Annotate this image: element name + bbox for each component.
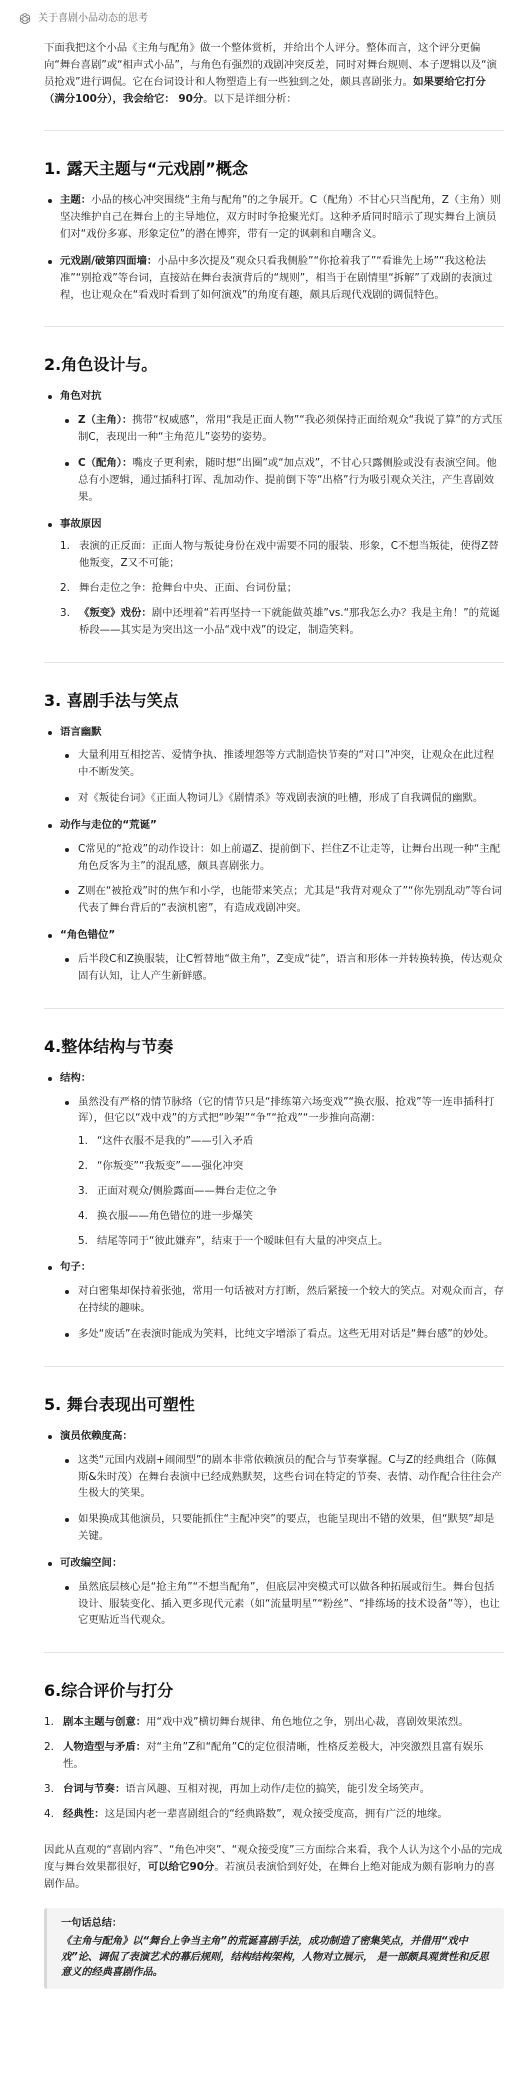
section-title: 4.整体结构与节奏 bbox=[44, 1036, 174, 1056]
section-divider bbox=[44, 1652, 504, 1653]
sub-list-item bbox=[60, 1452, 504, 1503]
group-title: 结构： bbox=[60, 1071, 92, 1084]
item-label: 剧本主题与创意： bbox=[63, 1716, 147, 1729]
section-divider bbox=[44, 130, 504, 131]
intro-suffix: 。以下是详细分析： bbox=[203, 92, 297, 105]
item-label: C（配角）： bbox=[78, 456, 133, 469]
conclusion-score: 可以给它90分 bbox=[147, 1861, 215, 1874]
list-item bbox=[44, 927, 504, 985]
numbered-item bbox=[44, 1739, 504, 1773]
section-divider bbox=[44, 1008, 504, 1009]
sub-list-item bbox=[60, 412, 504, 446]
list-item bbox=[44, 1259, 504, 1342]
item-text: 对《叛徒台词》《正面人物词儿》《剧情杀》等戏剧表演的吐槽，形成了自我调侃的幽默。 bbox=[78, 792, 484, 805]
list-item bbox=[44, 253, 504, 304]
list-item bbox=[44, 817, 504, 917]
section-divider bbox=[44, 1366, 504, 1367]
numbered-item bbox=[44, 1781, 504, 1798]
openai-icon bbox=[18, 12, 32, 26]
sub-list bbox=[60, 747, 504, 807]
bullet-list bbox=[44, 388, 504, 638]
bullet-list bbox=[44, 1070, 504, 1343]
item-text: 表演的正反面：正面人物与叛徒身份在戏中需要不同的服装、形象，C不想当叛徒，使得Z替他叛变，Z又不可能； bbox=[79, 540, 499, 570]
item-text: 用“戏中戏”横切舞台规律、角色地位之争，别出心裁，喜剧效果浓烈。 bbox=[146, 1716, 469, 1729]
numbered-item bbox=[78, 1233, 504, 1250]
item-text: 舞台走位之争：抢舞台中央、正面、台词份量； bbox=[79, 582, 298, 595]
group-title: 可改编空间： bbox=[60, 1556, 123, 1569]
item-text: 大量利用互相挖苦、爱情争执、推诿埋怨等方式制造快节奏的“对口”冲突，让观众在此过程中不断发笑。 bbox=[78, 749, 494, 779]
item-text: 虽然没有严格的情节脉络（它的情节只是“排练第六场变戏”“换衣服、抢戏”等一连串插科打诨），但它以“戏中戏”的方式把“吵架”“争”“抢戏”“一步推向高潮： bbox=[78, 1095, 495, 1125]
item-text: 语言风趣、互相对视，再加上动作/走位的搞笑，能引发全场笑声。 bbox=[125, 1782, 431, 1795]
item-text: “这件衣服不是我的”——引入矛盾 bbox=[97, 1135, 254, 1148]
summary-box bbox=[44, 1908, 504, 1989]
numbered-item bbox=[60, 605, 504, 639]
sub-list-item bbox=[60, 951, 504, 985]
section-comedy bbox=[44, 691, 504, 985]
thought-title: 关于喜剧小品动态的思考 bbox=[38, 12, 148, 24]
summary-title: 一句话总结： bbox=[61, 1918, 123, 1929]
section-divider bbox=[44, 326, 504, 327]
numbered-item bbox=[78, 1208, 504, 1225]
group-title: 事故原因 bbox=[60, 517, 102, 530]
section-performance bbox=[44, 1395, 504, 1629]
sub-list-item bbox=[60, 455, 504, 506]
list-item bbox=[44, 1555, 504, 1629]
item-text: 这是国内老一辈喜剧组合的“经典路数”，观众接受度高，拥有广泛的地缘。 bbox=[104, 1807, 448, 1820]
section-title: 6.综合评价与打分 bbox=[44, 1681, 174, 1701]
conclusion-paragraph bbox=[44, 1842, 504, 1893]
list-item bbox=[44, 388, 504, 505]
item-text: 这类“元国内戏剧+闹闹型”的剧本非常依赖演员的配合与节奏掌握。C与Z的经典组合（陈佩斯&朱时茂）在舞台表演中已经成熟默契，这些台词在特定的节奏、表情、动作配合往往会产生极大的笑果。 bbox=[78, 1453, 502, 1500]
intro-text: 下面我把这个小品《主角与配角》做一个整体赏析，并给出个人评分。整体而言，这个评分更偏向“舞台喜剧”或“相声式小品”，与角色有强烈的戏剧冲突反差，同时对舞台规则、本子逻辑以及“演员抢戏”进行调侃。它在台词设计和人物塑造上有一些独到之处，颇具喜剧张力。 bbox=[44, 42, 497, 88]
item-text: C常见的“抢戏”的动作设计：如上前逼Z、提前倒下、拦住Z不让走等，让舞台出现一种“主配角色反客为主”的混乱感，颇具喜剧张力。 bbox=[78, 842, 501, 872]
item-text: 对“主角”Z和“配角”C的定位很清晰，性格反差极大，冲突激烈且富有娱乐性。 bbox=[63, 1741, 484, 1770]
sub-list-item bbox=[60, 1511, 504, 1545]
sub-list-item bbox=[60, 747, 504, 781]
numbered-item bbox=[78, 1158, 504, 1175]
numbered-item bbox=[60, 580, 504, 597]
section-characters bbox=[44, 355, 504, 638]
item-text: 多处“废话”在表演时能成为笑料，比纯文字增添了看点。这些无用对话是“舞台感”的妙处。 bbox=[78, 1327, 495, 1340]
numbered-list bbox=[78, 1133, 504, 1249]
score-list bbox=[44, 1714, 504, 1822]
list-item bbox=[44, 724, 504, 807]
item-text: “你叛变”“我叛变”——强化冲突 bbox=[97, 1160, 244, 1173]
intro-score: 如果要给它打分（满分100分），我会给它： 90分 bbox=[44, 75, 486, 105]
numbered-item bbox=[78, 1133, 504, 1150]
sub-list bbox=[60, 841, 504, 917]
sub-list-item bbox=[60, 1283, 504, 1317]
sub-list bbox=[60, 1283, 504, 1343]
group-title: 语言幽默 bbox=[60, 725, 102, 738]
item-label: 主题： bbox=[60, 194, 92, 207]
item-label: 经典性： bbox=[63, 1807, 105, 1820]
item-text: 后半段C和Z换服装，让C暂替地“做主角”，Z变成“徒”，语言和形体一并转换转换，传达观众固有认知，让人产生新鲜感。 bbox=[78, 953, 503, 982]
thinking-header[interactable] bbox=[18, 10, 504, 28]
item-label: 台词与节奏： bbox=[63, 1782, 126, 1795]
group-title: 动作与走位的“荒诞” bbox=[60, 818, 157, 831]
group-title: 演员依赖度高： bbox=[60, 1429, 133, 1442]
item-label: 元戏剧/破第四面墙： bbox=[60, 254, 158, 267]
section-title: 5. 舞台表现出可塑性 bbox=[44, 1394, 195, 1414]
list-item bbox=[44, 1428, 504, 1545]
summary-text: 《主角与配角》以“舞台上争当主角”的荒诞喜剧手法，成功制造了密集笑点，并借用“戏中戏”论、调侃了表演艺术的幕后规则，结构结构架构，人物对立展示， 是一部颇具观赏性和反思意义的经典喜剧作品。 bbox=[61, 1935, 489, 1979]
list-item bbox=[44, 516, 504, 639]
item-text: 如果换成其他演员，只要能抓住“主配冲突”的要点，也能呈现出不错的效果，但“默契”却是关键。 bbox=[78, 1513, 495, 1543]
item-label: 《叛变》戏份： bbox=[79, 606, 152, 619]
intro-paragraph bbox=[44, 40, 504, 107]
section-title: 2.角色设计与。 bbox=[44, 355, 158, 375]
sub-list-item bbox=[60, 1094, 504, 1250]
bullet-list bbox=[44, 192, 504, 303]
section-theme bbox=[44, 159, 504, 303]
sub-list bbox=[60, 951, 504, 985]
sub-list bbox=[60, 412, 504, 505]
item-text: 剧中还埋着“若再坚持一下就能做英雄”vs.“那我怎么办？我是主角！”的荒诞桥段——其实是为突出这一小品“戏中戏”的设定，制造笑料。 bbox=[79, 606, 500, 636]
conclusion-text: 因此从直观的“喜剧内容”、“角色冲突”、“观众接受度”三方面综合来看，我个人认为这个小品的完成度与舞台效果都很好， bbox=[44, 1844, 503, 1874]
sub-list-item bbox=[60, 790, 504, 807]
conclusion-suffix: 。若演员表演恰到好处，在舞台上绝对能成为颇有影响力的喜剧作品。 bbox=[44, 1861, 495, 1891]
group-title: “角色错位” bbox=[60, 929, 116, 942]
bullet-list bbox=[44, 1428, 504, 1629]
item-text: 携带“权威感”，常用“我是正面人物”“我必须保持正面给观众“我说了算”的方式压制C，表现出一种“主角范儿”姿势的姿势。 bbox=[78, 414, 503, 444]
group-title: 角色对抗 bbox=[60, 390, 102, 403]
item-text: 小品的核心冲突围绕“主角与配角”的之争展开。C（配角）不甘心只当配角，Z（主角）则坚决维护自己在舞台上的主导地位，双方时时争抢聚光灯。这种矛盾同时暗示了现实舞台上演员们对“戏份多寡、形象定位”的潜在博弈，带有一定的讽刺和自嘲含义。 bbox=[60, 194, 501, 241]
item-label: Z（主角）： bbox=[78, 414, 133, 427]
sub-list-item bbox=[60, 1579, 504, 1630]
item-text: 嘴皮子更利索，随时想“出圈”或“加点戏”，不甘心只露侧脸或没有表演空间。他总有小逻辑，通过插科打诨、乱加动作、提前倒下等“出格”行为吸引观众关注，产生喜剧效果。 bbox=[78, 456, 497, 503]
sub-list bbox=[60, 1579, 504, 1630]
numbered-item bbox=[44, 1714, 504, 1731]
list-item bbox=[44, 192, 504, 243]
section-score bbox=[44, 1681, 504, 1822]
numbered-item bbox=[78, 1183, 504, 1200]
sub-list-item bbox=[60, 883, 504, 917]
item-text: 换衣服——角色错位的进一步爆笑 bbox=[97, 1209, 253, 1222]
item-text: 小品中多次提及“观众只看我侧脸”“你抢着我了”“看谁先上场”“我这枪法准”“别抢戏”等台词，直接站在舞台表演背后的“规则”，相当于在剧情里“拆解”了戏剧的表演过程，也让观众在“看戏时看到了如何演戏”的角度有趣，颇具后现代戏剧的调侃特色。 bbox=[60, 254, 493, 301]
numbered-item bbox=[44, 1806, 504, 1823]
numbered-item bbox=[60, 538, 504, 572]
group-title: 句子： bbox=[60, 1261, 92, 1274]
section-title: 3. 喜剧手法与笑点 bbox=[44, 690, 179, 710]
sub-list-item bbox=[60, 841, 504, 875]
bullet-list bbox=[44, 724, 504, 985]
list-item bbox=[44, 1070, 504, 1250]
item-text: 对白密集却保持着张弛，常用一句话被对方打断，然后紧接一个较大的笑点。对观众而言，存在持续的趣味。 bbox=[78, 1285, 505, 1315]
numbered-list bbox=[60, 538, 504, 638]
sub-list-item bbox=[60, 1326, 504, 1343]
section-structure bbox=[44, 1037, 504, 1343]
item-text: Z则在“被抢戏”时的焦乍和小学，也能带来笑点；尤其是“我背对观众了”“你先别乱动”等台词代表了舞台背后的“表演机密”，有造成戏剧冲突。 bbox=[78, 885, 502, 915]
sub-list bbox=[60, 1452, 504, 1545]
item-label: 人物造型与矛盾： bbox=[63, 1741, 147, 1754]
section-title: 1. 露天主题与“元戏剧”概念 bbox=[44, 159, 248, 179]
sub-list bbox=[60, 1094, 504, 1250]
item-text: 正面对观众/侧脸露面——舞台走位之争 bbox=[97, 1184, 278, 1197]
section-divider bbox=[44, 662, 504, 663]
item-text: 结尾等同于“彼此嫌弃”，结束于一个暧昧但有大量的冲突点上。 bbox=[97, 1234, 389, 1247]
item-text: 虽然底层核心是“抢主角”“不想当配角”，但底层冲突模式可以做各种拓展或衍生。舞台包括设计、服装变化、插入更多现代元素（如“流量明星”“粉丝”、“排练场的技术设备”等），也让它更贴近当代观众。 bbox=[78, 1580, 500, 1627]
